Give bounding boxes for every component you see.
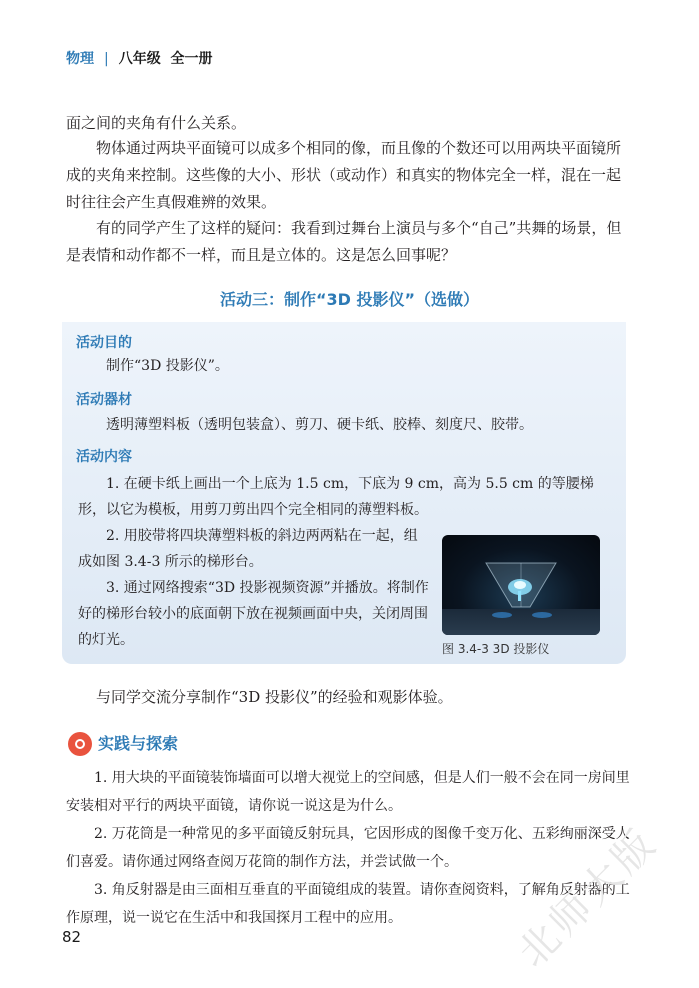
- purpose-heading: 活动目的: [76, 335, 132, 351]
- header-separator: |: [104, 51, 109, 67]
- materials-heading: 活动器材: [76, 392, 132, 408]
- paragraph-mirror-images: 物体通过两块平面镜可以成多个相同的像，而且像的个数还可以用两块平面镜所成的夹角来控制。这些像的大小、形状（或动作）和真实的物体完全一样，混在一起时往往会产生真假难辨的效果。: [66, 139, 622, 211]
- page-number: 82: [62, 928, 82, 946]
- watermark: 北师大版: [509, 819, 667, 977]
- after-activity-text: 与同学交流分享制作“3D 投影仪”的经验和观影体验。: [96, 688, 453, 706]
- figure-caption: 图 3.4-3 3D 投影仪: [442, 642, 550, 656]
- pyramid-hologram-icon: [442, 535, 600, 635]
- step-3: 3. 通过网络搜索“3D 投影视频资源”并播放。将制作好的梯形台较小的底面朝下放在视频画面中央，关闭周围的灯光。: [78, 580, 429, 648]
- content-heading: 活动内容: [76, 449, 132, 465]
- explore-title: 实践与探索: [98, 734, 179, 753]
- projector-photo: [442, 535, 600, 635]
- purpose-text: 制作“3D 投影仪”。: [106, 358, 229, 374]
- materials-text: 透明薄塑料板（透明包装盒）、剪刀、硬卡纸、胶棒、刻度尺、胶带。: [106, 417, 533, 433]
- header-grade: 八年级: [118, 51, 161, 67]
- explore-item-3: 3. 角反射器是由三面相互垂直的平面镜组成的装置。请你查阅资料，了解角反射器的工作原理，说一说它在生活中和我国探月工程中的应用。: [66, 882, 630, 926]
- activity-title: 活动三：制作“3D 投影仪”（选做）: [219, 290, 480, 309]
- header-subject: 物理: [66, 51, 94, 67]
- step-1: 1. 在硬卡纸上画出一个上底为 1.5 cm，下底为 9 cm，高为 5.5 cm 的等腰梯形，以它为模板，用剪刀剪出四个完全相同的薄塑料板。: [78, 476, 594, 518]
- running-header: [66, 48, 212, 68]
- step-2: 2. 用胶带将四块薄塑料板的斜边两两粘在一起，组成如图 3.4-3 所示的梯形台。: [78, 528, 418, 570]
- explore-item-1: 1. 用大块的平面镜装饰墙面可以增大视觉上的空间感，但是人们一般不会在同一房间里安装相对平行的两块平面镜，请你说一说这是为什么。: [66, 770, 630, 814]
- explore-item-2: 2. 万花筒是一种常见的多平面镜反射玩具，它因形成的图像千变万化、五彩绚丽深受人们喜爱。请你通过网络查阅万花筒的制作方法，并尝试做一个。: [66, 826, 630, 870]
- paragraph-question: 有的同学产生了这样的疑问：我看到过舞台上演员与多个“自己”共舞的场景，但是表情和动作都不一样，而且是立体的。这是怎么回事呢？: [66, 219, 622, 264]
- target-icon: [68, 732, 92, 756]
- paragraph-continuation: 面之间的夹角有什么关系。: [66, 114, 247, 132]
- header-volume: 全一册: [170, 51, 213, 67]
